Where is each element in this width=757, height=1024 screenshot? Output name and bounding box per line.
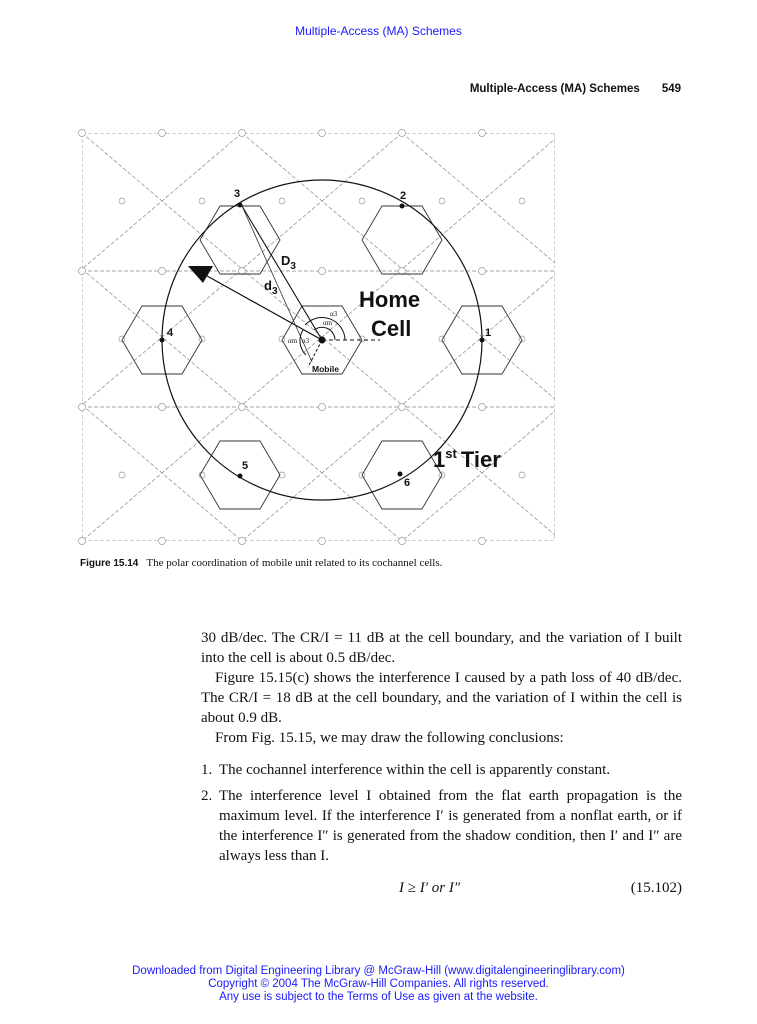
grid-node <box>239 268 246 275</box>
grid-node <box>399 404 406 411</box>
grid-node <box>119 472 125 478</box>
grid-line <box>70 133 242 541</box>
label-mobile: Mobile <box>312 364 339 374</box>
conclusion-list <box>201 760 682 866</box>
grid-node <box>79 130 86 137</box>
grid-node <box>159 538 166 545</box>
cell1-site <box>480 338 485 343</box>
caption-label: Figure 15.14 <box>80 558 139 569</box>
grid-node <box>319 130 326 137</box>
label-alpha3-lower: α3 <box>302 337 310 345</box>
footer <box>0 965 757 1004</box>
equation <box>201 878 682 900</box>
grid-node <box>399 538 406 545</box>
equation-text: I ≥ I′ or I″ <box>399 880 461 896</box>
item-text: The cochannel interference within the cell is apparently constant. <box>219 762 611 778</box>
footer-download-link[interactable]: Downloaded from Digital Engineering Library @ McGraw-Hill (www.digitalengineeringlibrary.com) <box>132 965 625 977</box>
item-number: 1. <box>201 762 213 778</box>
label-d3: $d_3$ <box>264 278 278 297</box>
grid-node <box>159 268 166 275</box>
cell2-site <box>400 204 405 209</box>
running-head <box>470 83 681 95</box>
label-home: Home <box>359 287 421 312</box>
grid-line <box>562 133 565 541</box>
grid-line <box>70 133 82 541</box>
item-text: The interference level I obtained from the flat earth propagation is the maximum level. If the interference I′ is generated from a nonflat earth, or if the interference I″ is generated from the shadow condition, then I′ and I″ are always less than I. <box>219 788 682 864</box>
arrowhead-icon <box>188 266 213 283</box>
paragraph: Figure 15.15(c) shows the interference I caused by a path loss of 40 dB/dec. The CR/I = 18 dB at the cell boundary, and the variation of I within the cell is about 0.9 dB. <box>201 670 682 726</box>
cell5-site <box>238 474 243 479</box>
list-item <box>201 786 682 866</box>
grid-line <box>402 133 565 541</box>
grid-node <box>519 198 525 204</box>
grid-node <box>239 538 246 545</box>
label-cell4: 4 <box>167 327 174 339</box>
label-cell3: 3 <box>234 188 241 200</box>
grid-node <box>479 130 486 137</box>
label-cell1: 1 <box>485 327 492 339</box>
grid-node <box>359 198 365 204</box>
running-head-title: Multiple-Access (MA) Schemes <box>469 83 640 95</box>
label-cell2: 2 <box>400 190 407 202</box>
item-number: 2. <box>201 788 213 804</box>
grid-node <box>319 268 326 275</box>
footer-copyright: Copyright © 2004 The McGraw-Hill Companies. All rights reserved. <box>208 978 549 990</box>
grid-line <box>402 133 565 541</box>
figure-caption <box>80 557 442 569</box>
grid-node <box>479 538 486 545</box>
grid-node <box>479 268 486 275</box>
grid-line <box>70 133 82 541</box>
grid-node <box>239 130 246 137</box>
grid-node <box>79 268 86 275</box>
grid-node <box>159 130 166 137</box>
list-item <box>201 760 682 780</box>
label-cell6: 6 <box>404 477 411 489</box>
paragraph: 30 dB/dec. The CR/I = 11 dB at the cell boundary, and the variation of I built into the cell is about 0.5 dB/dec. <box>201 630 682 666</box>
grid-node <box>159 404 166 411</box>
grid-node <box>399 130 406 137</box>
page-number: 549 <box>661 83 681 95</box>
mobile-line <box>308 340 322 367</box>
label-alpha3: α3 <box>330 310 338 318</box>
label-D3: $D_3$ <box>281 253 296 272</box>
grid-node <box>79 404 86 411</box>
label-first-tier: 1st Tier <box>433 446 501 472</box>
grid-node <box>319 404 326 411</box>
cell3-site <box>238 203 243 208</box>
label-cell5: 5 <box>242 460 249 472</box>
cell-diagram <box>70 125 565 550</box>
grid-node <box>439 198 445 204</box>
cell6-site <box>398 472 403 477</box>
body-text <box>201 628 682 900</box>
grid-node <box>399 268 406 275</box>
grid-line <box>70 133 242 541</box>
grid-line <box>562 133 565 541</box>
grid-node <box>519 472 525 478</box>
paragraph: From Fig. 15.15, we may draw the following conclusions: <box>215 730 564 746</box>
hexagon-cell <box>362 206 442 274</box>
grid-node <box>119 198 125 204</box>
D3-line <box>242 206 322 340</box>
equation-number: (15.102) <box>630 880 682 896</box>
grid-node <box>479 404 486 411</box>
grid-node <box>239 404 246 411</box>
label-cell: Cell <box>371 316 412 341</box>
label-alpham-lower: αm <box>288 337 298 345</box>
grid-node <box>79 538 86 545</box>
grid-node <box>279 198 285 204</box>
label-alpham: αm <box>323 319 333 327</box>
caption-text: The polar coordination of mobile unit related to its cochannel cells. <box>146 557 443 569</box>
cell4-site <box>160 338 165 343</box>
home-base-station <box>319 337 326 344</box>
grid-node <box>319 538 326 545</box>
top-link[interactable]: Multiple-Access (MA) Schemes <box>295 24 462 38</box>
grid-node <box>199 198 205 204</box>
footer-terms-link[interactable]: Any use is subject to the Terms of Use as given at the website. <box>219 991 538 1003</box>
